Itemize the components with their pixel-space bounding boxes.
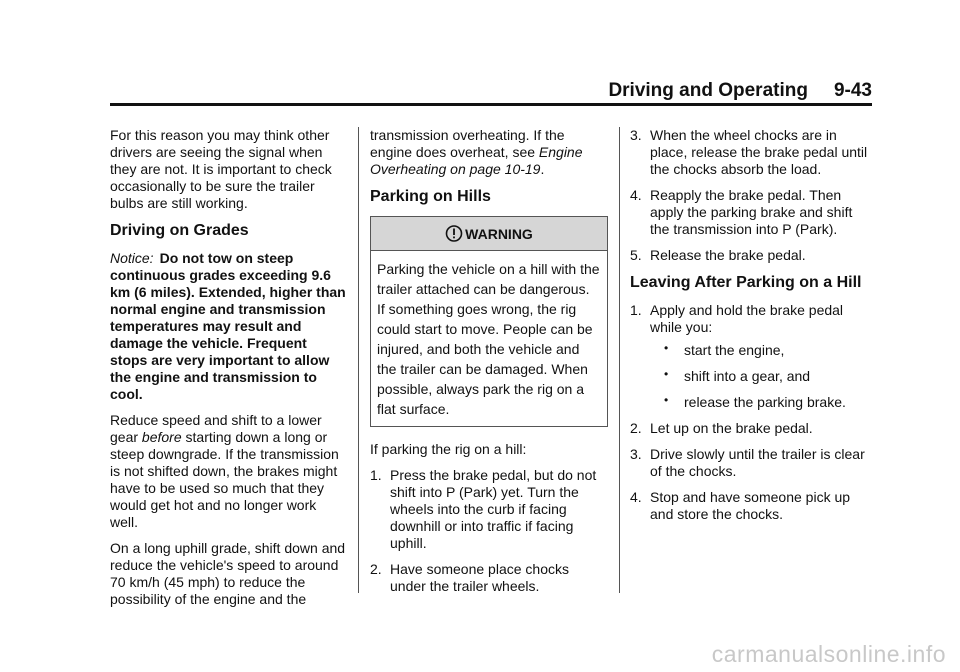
steps-list bbox=[370, 467, 608, 595]
paragraph bbox=[110, 412, 348, 531]
bullet-item bbox=[650, 394, 870, 411]
column-3 bbox=[630, 127, 870, 532]
warning-box bbox=[370, 216, 608, 427]
bullet-icon: • bbox=[664, 341, 669, 355]
header-rule bbox=[110, 103, 872, 106]
column-2 bbox=[370, 127, 608, 604]
bullet-list bbox=[650, 342, 870, 411]
page-header bbox=[608, 80, 872, 102]
emphasis: before bbox=[141, 429, 182, 445]
paragraph: For this reason you may think other drivers are seeing the signal when they are not. It is important to check occasionally to be sure the trailer bulbs are still working. bbox=[110, 127, 332, 211]
bullet-item bbox=[650, 342, 870, 359]
list-item bbox=[630, 489, 870, 523]
list-item bbox=[630, 247, 870, 264]
column-divider bbox=[619, 127, 620, 593]
step-number: 2. bbox=[370, 561, 382, 577]
column-1 bbox=[110, 127, 348, 617]
list-item bbox=[370, 561, 608, 595]
watermark: carmanualsonline.info bbox=[711, 641, 946, 667]
paragraph: On a long uphill grade, shift down and reduce the vehicle's speed to around 70 km/h (45 mph) to reduce the possibility of the engine and the bbox=[110, 540, 346, 607]
step-number: 4. bbox=[630, 489, 642, 505]
warning-text: Parking the vehicle on a hill with the trailer attached can be dangerous. If something goes wrong, the rig could start to move. People can be injured, and both the vehicle and the trailer can be damaged. When possible, always park the rig on a flat surface. bbox=[377, 261, 600, 417]
step-text: Drive slowly until the trailer is clear of the chocks. bbox=[650, 446, 865, 479]
warning-header bbox=[371, 217, 607, 251]
step-text: Let up on the brake pedal. bbox=[650, 420, 813, 436]
step-text: Have someone place chocks under the trailer wheels. bbox=[390, 561, 569, 594]
steps-list bbox=[630, 302, 870, 523]
heading-parking-on-hills: Parking on Hills bbox=[370, 188, 491, 205]
step-number: 1. bbox=[630, 302, 642, 318]
list-item bbox=[370, 467, 608, 552]
bullet-icon: • bbox=[664, 393, 669, 407]
text: . bbox=[540, 161, 545, 177]
heading-driving-on-grades: Driving on Grades bbox=[110, 222, 249, 239]
list-item bbox=[630, 446, 870, 480]
list-item bbox=[630, 127, 870, 178]
step-number: 5. bbox=[630, 247, 642, 263]
step-text: When the wheel chocks are in place, release the brake pedal until the chocks absorb the load. bbox=[650, 127, 868, 177]
text: transmission overheating. If the engine does overheat, see bbox=[370, 127, 565, 160]
paragraph bbox=[370, 127, 608, 178]
step-number: 3. bbox=[630, 446, 642, 462]
step-text: Apply and hold the brake pedal while you: bbox=[650, 302, 844, 335]
steps-list bbox=[630, 127, 870, 264]
section-title: Driving and Operating bbox=[608, 80, 808, 101]
warning-icon bbox=[445, 226, 465, 242]
bullet-icon: • bbox=[664, 367, 669, 381]
bullet-text: release the parking brake. bbox=[684, 394, 846, 410]
step-number: 3. bbox=[630, 127, 642, 143]
step-text: Stop and have someone pick up and store the chocks. bbox=[650, 489, 851, 522]
step-number: 4. bbox=[630, 187, 642, 203]
list-item bbox=[630, 420, 870, 437]
bullet-text: shift into a gear, and bbox=[684, 368, 811, 384]
warning-title: WARNING bbox=[465, 226, 533, 242]
step-number: 1. bbox=[370, 467, 382, 483]
step-text: Release the brake pedal. bbox=[650, 247, 806, 263]
text: starting down a long or steep downgrade. If the transmission is not shifted down, the brakes might have to be used so much that they would get hot and no longer work well. bbox=[110, 429, 339, 530]
notice-text: Do not tow on steep continuous grades exceeding 9.6 km (6 miles). Extended, higher than normal engine and transmission temperatures may result and damage the vehicle. Frequent stops are very important to allow the engine and transmission to cool. bbox=[110, 250, 346, 402]
bullet-text: start the engine, bbox=[684, 342, 785, 358]
step-number: 2. bbox=[630, 420, 642, 436]
step-text: Reapply the brake pedal. Then apply the parking brake and shift the transmission into P (Park). bbox=[650, 187, 853, 237]
paragraph: If parking the rig on a hill: bbox=[370, 441, 527, 457]
notice bbox=[110, 250, 348, 403]
step-text: Press the brake pedal, but do not shift into P (Park) yet. Turn the wheels into the curb if facing downhill or into traffic if facing uphill. bbox=[390, 467, 597, 551]
list-item bbox=[630, 187, 870, 238]
cross-reference: Engine Overheating on page 10-19 bbox=[370, 144, 583, 177]
list-item bbox=[630, 302, 870, 411]
heading-leaving-after-parking: Leaving After Parking on a Hill bbox=[630, 274, 862, 291]
page-number: 9-43 bbox=[833, 80, 872, 101]
column-divider bbox=[358, 127, 359, 593]
bullet-item bbox=[650, 368, 870, 385]
text: Reduce speed and shift to a lower gear bbox=[110, 412, 322, 445]
notice-label: Notice: bbox=[110, 250, 154, 266]
